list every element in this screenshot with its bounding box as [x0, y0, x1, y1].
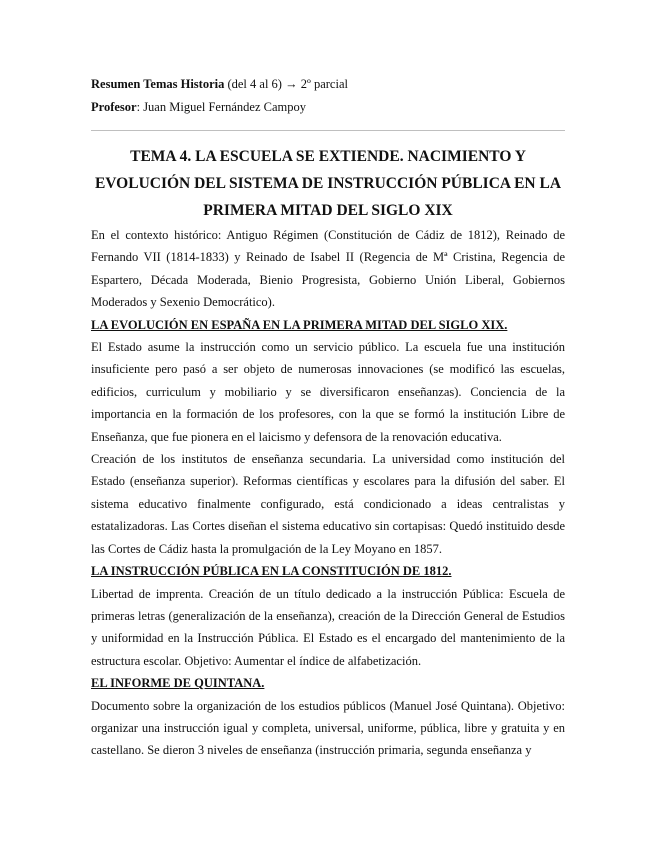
page-title	[91, 143, 565, 224]
section-heading-evolucion: LA EVOLUCIÓN EN ESPAÑA EN LA PRIMERA MITAD DEL SIGLO XIX.	[91, 317, 508, 332]
section-heading-constitucion: LA INSTRUCCIÓN PÚBLICA EN LA CONSTITUCIÓN DE 1812.	[91, 564, 452, 579]
section-heading-quintana: EL INFORME DE QUINTANA.	[91, 676, 265, 691]
intro-paragraph: En el contexto histórico: Antiguo Régimen (Constitución de Cádiz de 1812), Reinado de Fernando VII (1814-1833) y Reinado de Isabel II (Regencia de Mª Cristina, Regencia de Espartero, Década Moderada, Bienio Progresista, Gobierno Unión Liberal, Gobiernos Moderados y Sexenio Democrático).	[91, 228, 565, 310]
professor-line	[91, 96, 565, 119]
professor-label: Profesor	[91, 100, 137, 114]
course-title: Resumen Temas Historia	[91, 77, 225, 91]
body-paragraph: Creación de los institutos de enseñanza secundaria. La universidad como institución del Estado (enseñanza superior). Reformas científicas y escolares para la difusión del saber. El sistema educativo finalmente configurado, está condicionado a ideas centralistas y estatalizadoras. Las Cortes diseñan el sistema educativo sin cortapisas: Quedó instituido desde las Cortes de Cádiz hasta la promulgación de la Ley Moyano en 1857.	[91, 452, 565, 556]
body-paragraph: Libertad de imprenta. Creación de un título dedicado a la instrucción Pública: Escuela de primeras letras (generalización de la enseñanza), creación de la Dirección General de Estudios y uniformidad en la Instrucción Pública. El Estado es el encargado del mantenimiento de la estructura escolar. Objetivo: Aumentar el índice de alfabetización.	[91, 586, 565, 668]
course-range: (del 4 al 6) → 2º parcial	[224, 77, 348, 91]
page-content	[91, 73, 565, 763]
header-divider	[91, 130, 565, 131]
body-paragraph: El Estado asume la instrucción como un servicio público. La escuela fue una institución insuficiente pero pasó a ser objeto de numerosas innovaciones (se modificó las escuelas, edificios, curriculum y mobiliario y se diversificaron enseñanzas). Conciencia de la importancia en la formación de los profesores, con la que se formó la institución Libre de Enseñanza, que fue pionera en el laicismo y defensora de la renovación educativa.	[91, 340, 565, 444]
title-line: TEMA 4. LA ESCUELA SE EXTIENDE. NACIMIENTO Y	[130, 148, 526, 165]
title-line: PRIMERA MITAD DEL SIGLO XIX	[203, 202, 453, 219]
course-line	[91, 73, 565, 96]
professor-name: : Juan Miguel Fernández Campoy	[136, 100, 307, 114]
body-paragraph: Documento sobre la organización de los estudios públicos (Manuel José Quintana). Objetivo: organizar una instrucción igual y completa, universal, uniforme, pública, libre y gratuita y en castellano. Se dieron 3 niveles de enseñanza (instrucción primaria, segunda enseñanza y	[91, 698, 565, 758]
title-line: EVOLUCIÓN DEL SISTEMA DE INSTRUCCIÓN PÚBLICA EN LA	[94, 175, 562, 192]
